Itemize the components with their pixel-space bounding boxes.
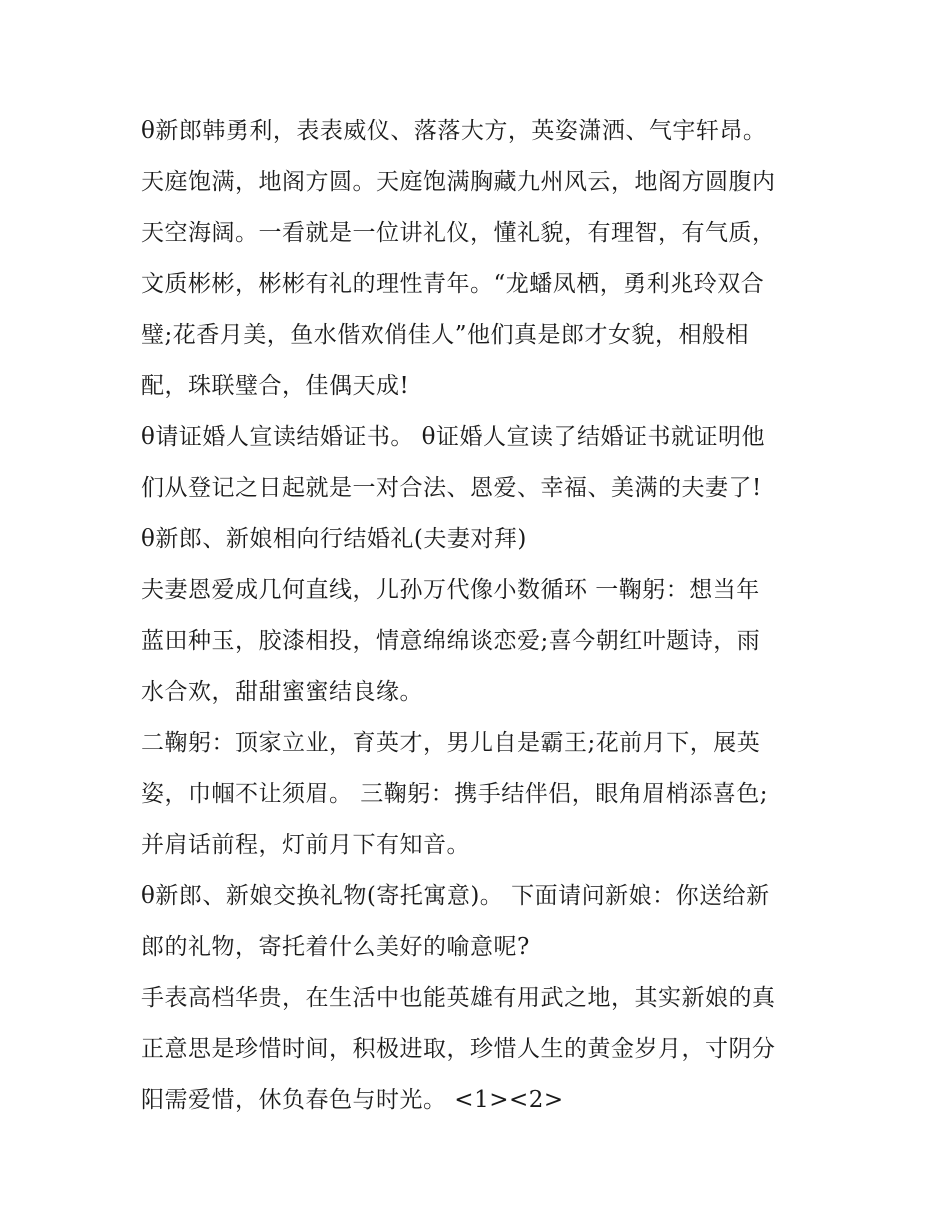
text-line: 郎的礼物，寄托着什么美好的喻意呢? (141, 934, 530, 960)
text-line: 水合欢，甜甜蜜蜜结良缘。 (141, 679, 423, 705)
text-line: 阳需爱惜，休负春色与时光。 <1><2> (141, 1087, 564, 1113)
text-line: 璧;花香月美，鱼水偕欢俏佳人”他们真是郎才女貌，相般相 (141, 322, 750, 348)
text-line: 天空海阔。一看就是一位讲礼仪，懂礼貌，有理智，有气质， (141, 220, 776, 246)
text-line: θ新郎、新娘交换礼物(寄托寓意)。 下面请问新娘：你送给新 (141, 883, 770, 909)
text-line: 蓝田种玉，胶漆相投，情意绵绵谈恋爱;喜今朝红叶题诗，雨 (141, 628, 761, 654)
text-line: 天庭饱满，地阁方圆。天庭饱满胸藏九州风云，地阁方圆腹内 (141, 169, 776, 195)
text-line: 手表高档华贵，在生活中也能英雄有用武之地，其实新娘的真 (141, 985, 776, 1011)
text-line: θ请证婚人宣读结婚证书。 θ证婚人宣读了结婚证书就证明他 (141, 424, 766, 450)
text-line: θ新郎、新娘相向行结婚礼(夫妻对拜) (141, 526, 527, 552)
text-line: 们从登记之日起就是一对合法、恩爱、幸福、美满的夫妻了! (141, 475, 762, 501)
document-body (141, 112, 821, 1132)
text-line: 夫妻恩爱成几何直线，儿孙万代像小数循环 一鞠躬：想当年 (141, 577, 760, 603)
text-line: 二鞠躬：顶家立业，育英才，男儿自是霸王;花前月下，展英 (141, 730, 761, 756)
text-line: 配，珠联璧合，佳偶天成! (141, 373, 410, 399)
text-line: 文质彬彬，彬彬有礼的理性青年。“龙蟠凤栖，勇利兆玲双合 (141, 271, 765, 297)
text-line: θ新郎韩勇利，表表威仪、落落大方，英姿潇洒、气宇轩昂。 (141, 118, 767, 144)
text-line: 正意思是珍惜时间，积极进取，珍惜人生的黄金岁月，寸阴分 (141, 1036, 776, 1062)
text-line: 姿，巾帼不让须眉。 三鞠躬：携手结伴侣，眼角眉梢添喜色; (141, 781, 769, 807)
text-line: 并肩话前程，灯前月下有知音。 (141, 832, 470, 858)
